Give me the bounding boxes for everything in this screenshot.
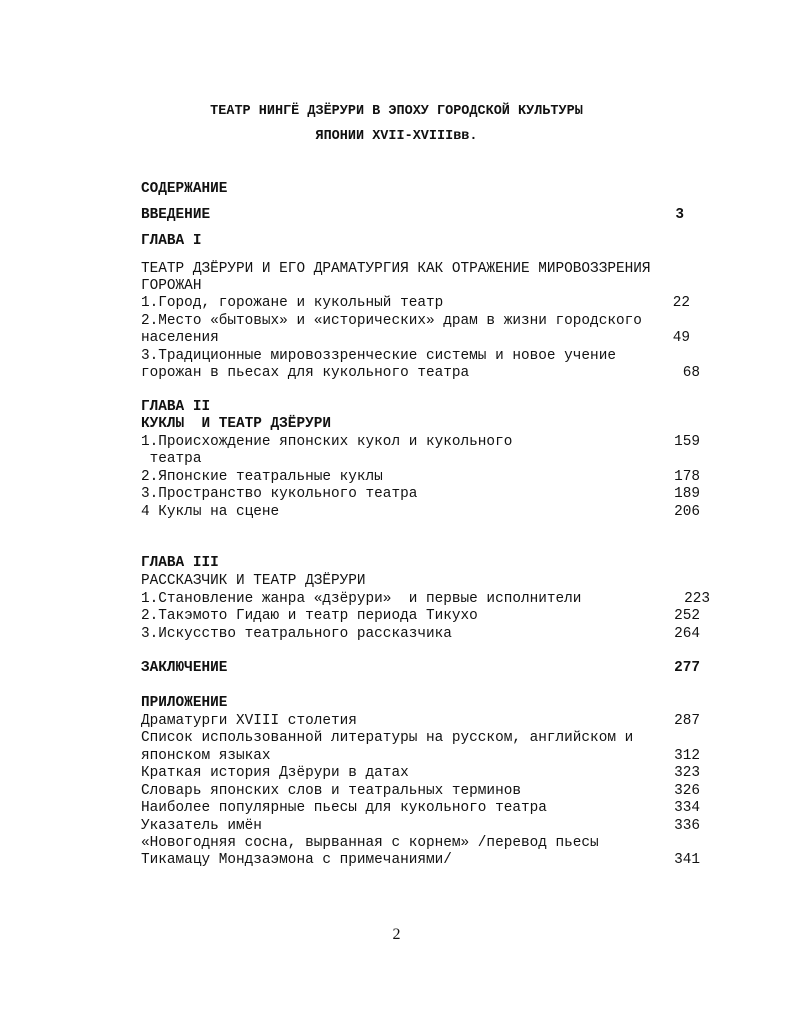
intro-page: 3	[675, 207, 684, 223]
toc-entry-text: Словарь японских слов и театральных терминов	[141, 783, 521, 799]
toc-entry-text: 3.Пространство кукольного театра	[141, 486, 418, 502]
toc-entry-page: 68	[682, 365, 700, 381]
toc-entry-text-cont: японском языках	[141, 748, 271, 764]
toc-entry-page: 264	[674, 626, 700, 642]
chapter1-heading: ГЛАВА I	[141, 233, 202, 249]
toc-entry-text: 1.Происхождение японских кукол и кукольного	[141, 434, 513, 450]
toc-entry-text: Драматурги XVIII столетия	[141, 713, 357, 729]
toc-entry-page: 223	[684, 591, 710, 607]
toc-entry-page: 287	[674, 713, 700, 729]
toc-entry-text: 2.Японские театральные куклы	[141, 469, 383, 485]
toc-entry-text: Список использованной литературы на русском, английском и	[141, 730, 634, 746]
appendix-heading: ПРИЛОЖЕНИЕ	[141, 695, 228, 711]
toc-entry-text-cont: театра	[141, 451, 202, 467]
contents-heading: СОДЕРЖАНИЕ	[141, 181, 228, 197]
document-title-line2: ЯПОНИИ XVII-XVIIIвв.	[315, 129, 478, 144]
toc-entry-text: 2.Место «бытовых» и «исторических» драм в жизни городского	[141, 313, 642, 329]
toc-entry-text: Указатель имён	[141, 818, 262, 834]
toc-entry-text: 1.Город, горожане и кукольный театр	[141, 295, 444, 311]
toc-entry-page: 49	[672, 330, 690, 346]
toc-entry-page: 336	[674, 818, 700, 834]
toc-entry-text: 3.Традиционные мировоззренческие системы и новое учение	[141, 348, 616, 364]
toc-entry-text: Краткая история Дзёрури в датах	[141, 765, 409, 781]
toc-entry-text-cont: Тикамацу Мондзаэмона с примечаниями/	[141, 852, 452, 868]
toc-entry-text-cont: горожан в пьесах для кукольного театра	[141, 365, 470, 381]
chapter1-title-line2: ГОРОЖАН	[141, 278, 202, 294]
toc-entry-page: 341	[674, 852, 700, 868]
toc-entry-page: 159	[674, 434, 700, 450]
toc-entry-page: 323	[674, 765, 700, 781]
page-number: 2	[392, 926, 401, 943]
conclusion-page: 277	[674, 660, 700, 676]
intro-label: ВВЕДЕНИЕ	[141, 207, 211, 223]
toc-entry-page: 22	[672, 295, 690, 311]
chapter1-title-line1: ТЕАТР ДЗЁРУРИ И ЕГО ДРАМАТУРГИЯ КАК ОТРАЖЕНИЕ МИРОВОЗЗРЕНИЯ	[141, 261, 651, 277]
toc-entry-text: «Новогодняя сосна, вырванная с корнем» /перевод пьесы	[141, 835, 599, 851]
chapter3-heading: ГЛАВА III	[141, 555, 219, 571]
toc-entry-text: Наиболее популярные пьесы для кукольного театра	[141, 800, 547, 816]
document-title-line1: ТЕАТР НИНГЁ ДЗЁРУРИ В ЭПОХУ ГОРОДСКОЙ КУЛЬТУРЫ	[210, 104, 583, 119]
toc-entry-text: 3.Искусство театрального рассказчика	[141, 626, 452, 642]
toc-entry-page: 206	[674, 504, 700, 520]
toc-entry-page: 189	[674, 486, 700, 502]
conclusion-label: ЗАКЛЮЧЕНИЕ	[141, 660, 228, 676]
toc-entry-page: 334	[674, 800, 700, 816]
toc-entry-text-cont: населения	[141, 330, 219, 346]
chapter2-heading: ГЛАВА II	[141, 399, 211, 415]
chapter2-title: КУКЛЫ И ТЕАТР ДЗЁРУРИ	[141, 416, 331, 432]
toc-entry-text: 2.Такэмото Гидаю и театр периода Тикухо	[141, 608, 478, 624]
toc-entry-text: 4 Куклы на сцене	[141, 504, 280, 520]
chapter3-title: РАССКАЗЧИК И ТЕАТР ДЗЁРУРИ	[141, 573, 366, 589]
toc-entry-page: 312	[674, 748, 700, 764]
toc-entry-text: 1.Становление жанра «дзёрури» и первые исполнители	[141, 591, 582, 607]
toc-entry-page: 178	[674, 469, 700, 485]
toc-entry-page: 252	[674, 608, 700, 624]
toc-entry-page: 326	[674, 783, 700, 799]
